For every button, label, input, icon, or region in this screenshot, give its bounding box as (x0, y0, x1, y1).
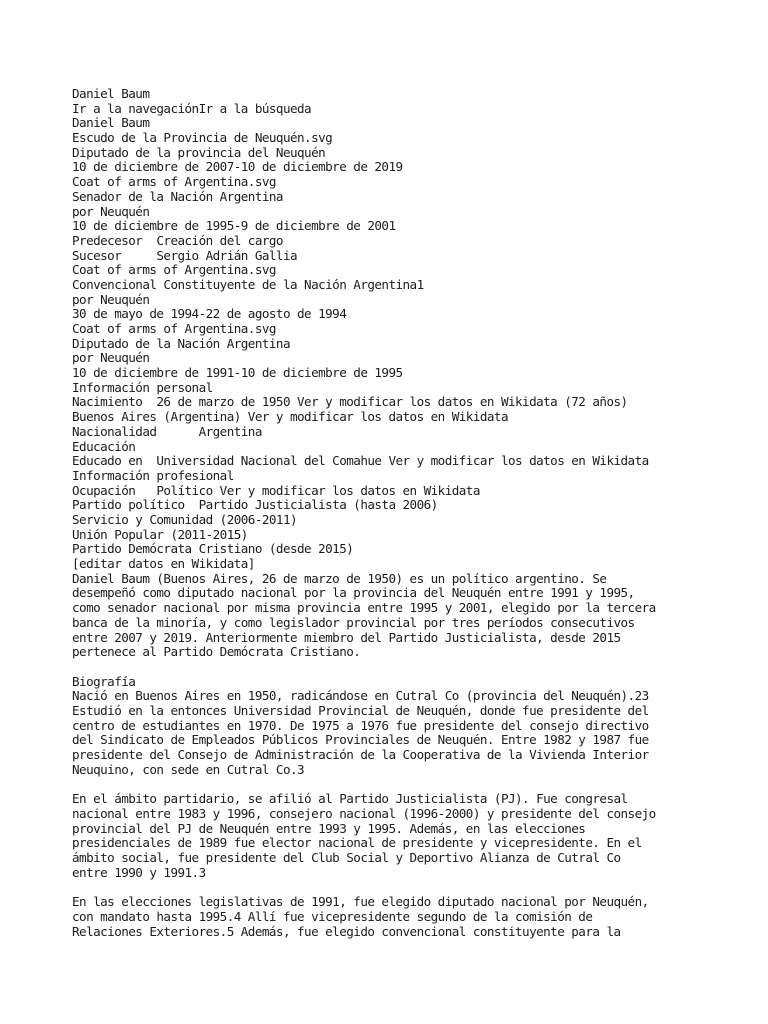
infobox-senator-office: Senador de la Nación Argentina (72, 188, 283, 204)
biography-heading: Biografía (72, 673, 136, 689)
infobox-senator-term: 10 de diciembre de 1995-9 de diciembre de 2001 (72, 218, 396, 234)
infobox-nationality: Nacionalidad Argentina (72, 423, 262, 439)
biography-paragraph: Nació en Buenos Aires en 1950, radicándose en Cutral Co (provincia del Neuquén).23 Estudió en la entonces Universidad Provincial de Neuquén, donde fue presidente del centro de estudiantes en 1970. De 1975 a 1976 fue presidente del consejo directivo del Sindicato de Empleados Públicos Provinciales de Neuquén. Entre 1982 y 1987 fue presidente del Consejo de Administración de la Cooperativa de la Vivienda Interior Neuquino, con sede en Cutral Co.3 (72, 688, 649, 777)
infobox-occupation: Ocupación Político Ver y modificar los datos en Wikidata (72, 482, 480, 498)
infobox-political-party: Partido político Partido Justicialista (hasta 2006) (72, 497, 438, 513)
infobox-party-union-popular: Unión Popular (2011-2015) (72, 526, 248, 542)
infobox-birth: Nacimiento 26 de marzo de 1950 Ver y modificar los datos en Wikidata (72 años) (72, 394, 628, 410)
infobox-party-democrata-cristiano: Partido Demócrata Cristiano (desde 2015) (72, 541, 354, 557)
infobox-education-heading: Educación (72, 438, 136, 454)
spacer (72, 778, 732, 793)
spacer (72, 660, 732, 675)
infobox-constituent-district: por Neuquén (72, 291, 150, 307)
biography-paragraph: En las elecciones legislativas de 1991, fue elegido diputado nacional por Neuquén, con mandato hasta 1995.4 Allí fue vicepresidente segundo de la comisión de Relaciones Exteriores.5 Además, fue elegido convencional constituyente para la (72, 894, 649, 939)
infobox-educated-at: Educado en Universidad Nacional del Comahue Ver y modificar los datos en Wikidata (72, 453, 649, 469)
infobox-provincial-deputy-term: 10 de diciembre de 2007-10 de diciembre de 2019 (72, 159, 403, 175)
infobox-national-deputy-office: Diputado de la Nación Argentina (72, 335, 290, 351)
biography-paragraph: En el ámbito partidario, se afilió al Partido Justicialista (PJ). Fue congresal nacional entre 1983 y 1996, consejero nacional (1996-2000) y presidente del consejo provincial del PJ de Neuquén entre 1993 y 1995. Además, en las elecciones presidenciales de 1989 fue elector nacional de presidente y vicepresidente. En el ámbito social, fue presidente del Club Social y Deportivo Alianza de Cutral Co entre 1990 y 1991.3 (72, 791, 656, 880)
infobox-constituent-term: 30 de mayo de 1994-22 de agosto de 1994 (72, 306, 347, 322)
infobox-argentina-coat-of-arms: Coat of arms of Argentina.svg (72, 262, 276, 278)
infobox-personal-info-heading: Información personal (72, 379, 213, 395)
document-page (72, 87, 732, 939)
infobox-provincial-deputy-office: Diputado de la provincia del Neuquén (72, 144, 326, 160)
infobox-argentina-coat-of-arms: Coat of arms of Argentina.svg (72, 321, 276, 336)
article-subtitle: Daniel Baum (72, 115, 150, 131)
infobox-birthplace: Buenos Aires (Argentina) Ver y modificar los datos en Wikidata (72, 409, 508, 425)
infobox-neuquen-coat-of-arms: Escudo de la Provincia de Neuquén.svg (72, 130, 333, 146)
spacer (72, 880, 732, 895)
infobox-successor: Sucesor Sergio Adrián Gallia (72, 247, 298, 263)
navigation-links[interactable]: Ir a la navegaciónIr a la búsqueda (72, 100, 312, 116)
edit-wikidata-link[interactable]: [editar datos en Wikidata] (72, 556, 255, 571)
infobox-constituent-office: Convencional Constituyente de la Nación Argentina1 (72, 276, 424, 292)
article-title: Daniel Baum (72, 86, 150, 101)
infobox-party-servicio-comunidad: Servicio y Comunidad (2006-2011) (72, 511, 298, 527)
infobox-professional-info-heading: Información profesional (72, 467, 234, 483)
intro-paragraph: Daniel Baum (Buenos Aires, 26 de marzo de 1950) es un político argentino. Se desempeñó como diputado nacional por la provincia del Neuquén entre 1991 y 1995, como senador nacional por misma provincia entre 1995 y 2001, elegido por la tercera banca de la minoría, y como legislador provincial por tres períodos consecutivos entre 2007 y 2019. Anteriormente miembro del Partido Justicialista, desde 2015 pertenece al Partido Demócrata Cristiano. (72, 570, 656, 660)
infobox-national-deputy-term: 10 de diciembre de 1991-10 de diciembre de 1995 (72, 365, 403, 381)
infobox-national-deputy-district: por Neuquén (72, 350, 150, 366)
infobox-predecessor: Predecesor Creación del cargo (72, 232, 283, 248)
infobox-argentina-coat-of-arms: Coat of arms of Argentina.svg (72, 174, 276, 190)
infobox (72, 131, 732, 572)
infobox-senator-district: por Neuquén (72, 203, 150, 219)
